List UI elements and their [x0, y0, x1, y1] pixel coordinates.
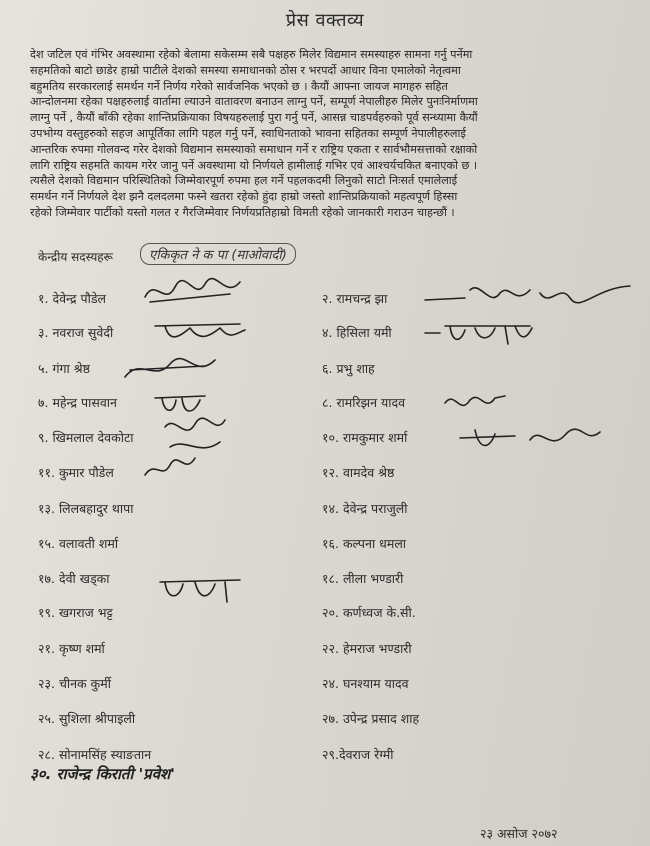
signature-devi-khadka — [155, 572, 245, 608]
member-left-3: ३. नवराज सुवेदी — [38, 325, 114, 340]
member-left-9: ९. खिमलाल देवकोटा — [38, 430, 134, 445]
member-left-1: १. देवेन्द्र पौडेल — [38, 291, 107, 306]
member-left-19: १९. खगराज भट्ट — [38, 605, 113, 620]
body-line: त्यसैले देशको विद्यमान परिस्थितिको जिम्मेवारपूर्ण रुपमा हल गर्ने पहलकदमी लिनुको साटो निःसर्त एमालेलाई — [30, 174, 458, 188]
body-line: लागि राष्ट्रिय सहमति कायम गरेर जानु पर्ने अवस्थामा यो निर्णयले हामीलाई गभिर एवं आश्चर्यचकित बनाएको छ । — [30, 158, 478, 172]
party-handwritten-note: एकिकृत ने क पा (माओवादी) — [140, 243, 296, 265]
signature-ramchandra-jha — [420, 278, 635, 318]
member-right-16: १६. कल्पना धमला — [322, 536, 407, 551]
member-right-6: ६. प्रभु शाह — [322, 361, 375, 376]
body-line: बहुमतिय सरकारलाई समर्थन गर्ने निर्णय गरेको सार्वजनिक भएको छ । कैयौं आफ्ना जायज मागहरु सहित — [30, 79, 448, 93]
member-right-22: २२. हेमराज भण्डारी — [322, 641, 412, 656]
signature-navraj-subedi — [150, 316, 250, 348]
body-line: सहमतिको बाटो छाडेर हाम्रो पाटीले देशको समस्या समाधानको ठोस र भरपर्दो आधार विना एमालेको नेतृत्वमा — [30, 63, 461, 77]
member-left-17: १७. देवी खड्का — [38, 571, 110, 586]
body-line: रहेको जिम्मेवार पार्टीको यस्तो गलत र गैरजिम्मेवार निर्णयप्रतिहाम्रो विमती रहेको जानकारी गराउन चाहन्छौं । — [30, 205, 455, 219]
body-line: समर्थन गर्ने निर्णयले देश झनै दलदलमा फस्ने खतरा रहेको हुंदा हाम्रो जस्तो शान्तिप्रक्रियाको महत्वपूर्ण हिस्सा — [30, 190, 458, 204]
signature-devendra-paudel — [140, 272, 250, 312]
signature-ramkumar-sharma — [455, 420, 605, 460]
member-right-27: २७. उपेन्द्र प्रसाद शाह — [322, 711, 420, 726]
signature-ramrijhan-yadav — [440, 388, 510, 422]
member-left-5: ५. गंगा श्रेष्ठ — [38, 361, 90, 376]
member-right-12: १२. वामदेव श्रेष्ठ — [322, 465, 395, 480]
member-left-28: २८. सोनामसिंह स्याङतान — [38, 747, 152, 762]
member-left-13: १३. लिलबहादुर थापा — [38, 501, 134, 516]
handwritten-member-30: ३०. राजेन्द्र किराती 'प्रवेश' — [30, 765, 175, 783]
members-label: केन्द्रीय सदस्यहरू — [38, 250, 113, 264]
member-right-2: २. रामचन्द्र झा — [322, 291, 388, 306]
signature-ganga-shrestha — [120, 352, 220, 386]
member-left-11: ११. कुमार पौडेल — [38, 465, 114, 480]
member-left-15: १५. वलावती शर्मा — [38, 536, 119, 551]
statement-body — [30, 47, 615, 221]
signature-kumar-paudel — [140, 450, 200, 486]
body-line: उपभोग्य वस्तुहरुको सहज आपूर्तिका लागि पहल गर्नु पर्ने, स्वाधिनताको भावना सहितका सम्पूर्ण नेपालीहरुलाई — [30, 126, 466, 140]
member-left-7: ७. महेन्द्र पासवान — [38, 395, 117, 410]
member-right-4: ४. हिसिला यमी — [322, 325, 392, 340]
body-line: आन्तरिक रुपमा गोलवन्द गरेर देशको विद्यमान समस्याको समाधान गर्ने र राष्ट्रिय एकता र सार्वभौमसत्ताको रक्षाको — [30, 142, 478, 156]
member-left-21: २१. कृष्ण शर्मा — [38, 641, 105, 656]
signature-hisila-yami — [420, 318, 540, 350]
document-title: प्रेस वक्तव्य — [285, 10, 365, 31]
body-line: आन्दोलनमा रहेका पक्षहरुलाई वार्तामा ल्याउने वातावरण बनाउन लाग्नु पर्ने, सम्पूर्ण नेपालीहरु मिलेर पुनःनिर्माणमा — [30, 95, 478, 109]
body-line: लाग्नु पर्ने , कैयौं बाँकी रहेका शान्तिप्रक्रियाका विषयहरुलाई पुरा गर्नु पर्ने, आसन्न चाडपर्वहरुको पूर्व सन्ध्यामा कैयौं — [30, 111, 478, 125]
member-right-8: ८. रामरिझन यादव — [322, 395, 406, 410]
member-right-18: १८. लीला भण्डारी — [322, 571, 404, 586]
member-right-29: २९.देवराज रेग्मी — [322, 747, 394, 762]
member-left-23: २३. चीनक कुर्मी — [38, 676, 111, 691]
member-right-10: १०. रामकुमार शर्मा — [322, 430, 408, 445]
document-date: २३ असोज २०७२ — [480, 826, 558, 841]
body-line: देश जटिल एवं गंभिर अवस्थामा रहेको बेलामा सकेसम्म सबै पक्षहरु मिलेर विद्यमान समस्याहरु सामना गर्नु पर्नेमा — [30, 48, 473, 61]
member-right-24: २४. घनश्याम यादव — [322, 676, 409, 691]
member-right-14: १४. देवेन्द्र पराजुली — [322, 501, 408, 516]
member-left-25: २५. सुशिला श्रीपाइली — [38, 711, 136, 726]
member-right-20: २०. कर्णध्वज के.सी. — [322, 605, 416, 620]
